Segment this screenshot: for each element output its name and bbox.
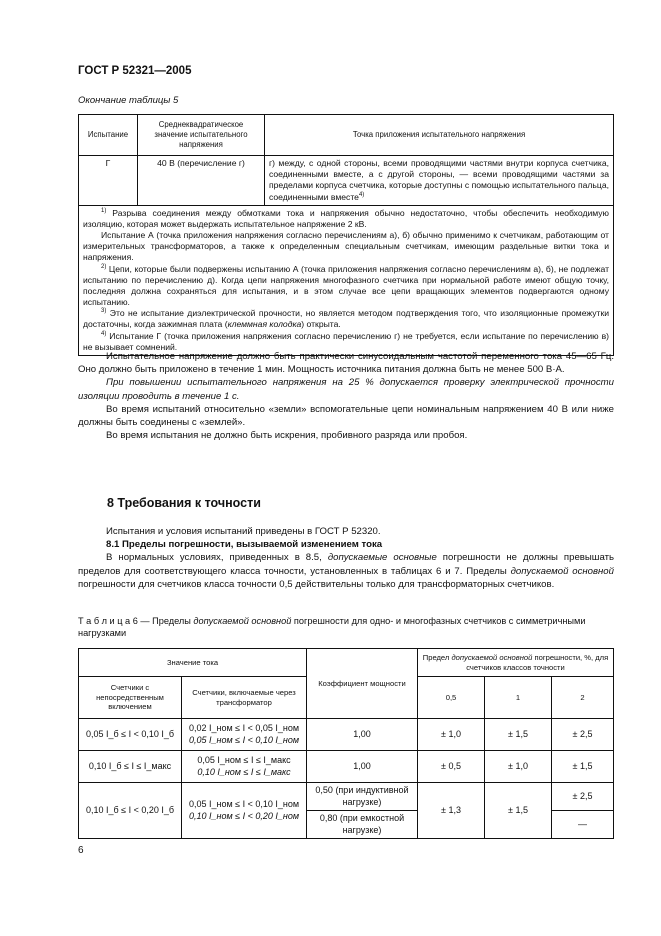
para-tests: Испытания и условия испытаний приведены в ГОСТ Р 52320.: [106, 526, 381, 537]
table-row: [79, 783, 614, 811]
note-1: $^{1)}$ Разрыва соединения между обмотками тока и напряжения обычно недостаточно, чтобы обеспечить необходимую изоляцию, которая может выдержать испытательное напряжение 2 кВ.: [83, 207, 610, 229]
note-3: $^{3)}$ Это не испытание диэлектрической прочности, но является методом подтверждения того, что изоляционные промежутки достаточны, когда зажимная плата (клеммная колодка) открыта.: [83, 308, 610, 330]
document-header: ГОСТ Р 52321—2005: [78, 65, 192, 77]
t6-r2-direct: 0,10 I_б ≤ I ≤ I_макс: [79, 751, 182, 783]
t6-r1-direct: 0,05 I_б ≤ I < 0,10 I_б: [79, 719, 182, 751]
para-sparks: Во время испытания не должно быть искрения, пробивного разряда или пробоя.: [106, 430, 468, 442]
t5-head-voltage: Среднеквадратическое значение испытательного напряжения: [138, 115, 265, 156]
table5-caption: Окончание таблицы 5: [78, 95, 179, 106]
t6-r2-trans: 0,05 I_ном ≤ I ≤ I_макс 0,10 I_ном ≤ I ≤ I_макс: [182, 751, 307, 783]
t6-r3-direct: 0,10 I_б ≤ I < 0,20 I_б: [79, 783, 182, 839]
t5-row-voltage: 40 В (перечисление г): [138, 156, 265, 206]
t6-r3-v1: ± 1,5: [485, 783, 552, 839]
t6-r3-v05: ± 1,3: [418, 783, 485, 839]
t6-r3-trans: 0,05 I_ном ≤ I < 0,10 I_ном 0,10 I_ном ≤ I < 0,20 I_ном: [182, 783, 307, 839]
subsection-8-1-title: 8.1 Пределы погрешности, вызываемой изменением тока: [106, 539, 383, 551]
t5-notes: [79, 205, 614, 355]
t6-r3-pf-inductive: 0,50 (при индуктивной нагрузке): [307, 783, 418, 811]
t6-r1-trans: 0,02 I_ном ≤ I < 0,05 I_ном 0,05 I_ном ≤ I < 0,10 I_ном: [182, 719, 307, 751]
t6-head-current: Значение тока: [79, 649, 307, 677]
note-4: $^{4)}$ Испытание Г (точка приложения напряжения согласно перечислению г) не требуется, если испытание по перечислению в) не вызывает сомнений.: [83, 330, 609, 352]
t6-head-trans: Счетчики, включаемые через трансформатор: [182, 677, 307, 719]
t6-r1-v05: ± 1,0: [418, 719, 485, 751]
t5-head-test: Испытание: [79, 115, 138, 156]
t6-r2-pf: 1,00: [307, 751, 418, 783]
note-1b: Испытание А (точка приложения напряжения согласно перечислениям а), б) обычно применимо к счетчикам, работающим от измерительных трансформаторов, а также к определенным специальным счетчикам, имеющим раздельные витки тока и напряжения.: [83, 230, 609, 263]
table5: [78, 114, 614, 356]
t6-r2-v05: ± 0,5: [418, 751, 485, 783]
para-voltage: Испытательное напряжение должно быть практически синусоидальным частотой переменного тока 45—65 Гц. Оно должно быть приложено в течение 1 мин. Мощность источника питания должна быть не менее 500 В·А.: [78, 351, 614, 376]
t5-row-point: г) между, с одной стороны, всеми проводящими частями внутри корпуса счетчика, соединенными вместе, а с другой стороны, — всеми проводящими частями за пределами корпуса счетчика, которые доступны с помощью испытательного пальца, соединенными вместе$^{4)}$: [265, 156, 614, 206]
table-row: [79, 719, 614, 751]
table-row: [79, 751, 614, 783]
para-limits: В нормальных условиях, приведенных в 8.5, допускаемые основные погрешности не должны превышать пределов для соответствующего класса точности, установленных в таблицах 6 и 7. Пределы допускаемой основной погрешности для счетчиков класса точности 0,5 действительны только для трансформаторных счетчиков.: [78, 552, 614, 590]
t6-r1-v1: ± 1,5: [485, 719, 552, 751]
table6: [78, 648, 614, 839]
t6-r1-pf: 1,00: [307, 719, 418, 751]
para-ground: Во время испытаний относительно «земли» вспомогательные цепи номинальным напряжением 40 В или ниже должны быть соединены с «землей».: [78, 403, 614, 429]
t6-head-class-2: 2: [552, 677, 614, 719]
t6-head-class-05: 0,5: [418, 677, 485, 719]
para-increase: При повышении испытательного напряжения на 25 % допускается проверку электрической прочности изоляции проводить в течение 1 с.: [78, 377, 614, 402]
section-8-title: 8 Требования к точности: [107, 496, 261, 510]
section-8-text: [78, 525, 614, 591]
t5-row-test: Г: [79, 156, 138, 206]
t6-r3-pf-capacitive: 0,80 (при емкостной нагрузке): [307, 811, 418, 839]
t6-r1-v2: ± 2,5: [552, 719, 614, 751]
t6-head-class-1: 1: [485, 677, 552, 719]
t6-r2-v2: ± 1,5: [552, 751, 614, 783]
t6-r2-v1: ± 1,0: [485, 751, 552, 783]
t6-r3-v2-inductive: ± 2,5: [552, 783, 614, 811]
t5-head-point: Точка приложения испытательного напряжения: [265, 115, 614, 156]
body-text: [78, 350, 614, 443]
t6-head-pf: Коэффициент мощности: [307, 649, 418, 719]
t6-r3-v2-capacitive: —: [552, 811, 614, 839]
table6-caption: Т а б л и ц а 6 — Пределы допускаемой основной погрешности для одно- и многофазных счетчиков с симметричными нагрузками: [78, 616, 586, 639]
note-2: $^{2)}$ Цепи, которые были подвержены испытанию А (точка приложения напряжения согласно перечислениям а), б), не подлежат испытанию по перечислению д). Когда цепи напряжения многофазного счетчика при нормальной работе имеют общую точку, последняя должна сохраняться для испытания, и в этом случае все цепи вращающих элементов подвергаются одному испытанию.: [83, 263, 609, 308]
t6-head-direct: Счетчики с непосредственным включением: [79, 677, 182, 719]
page-number: 6: [78, 845, 84, 856]
t6-head-limit: Предел допускаемой основной погрешности, %, для счетчиков классов точности: [418, 649, 614, 677]
